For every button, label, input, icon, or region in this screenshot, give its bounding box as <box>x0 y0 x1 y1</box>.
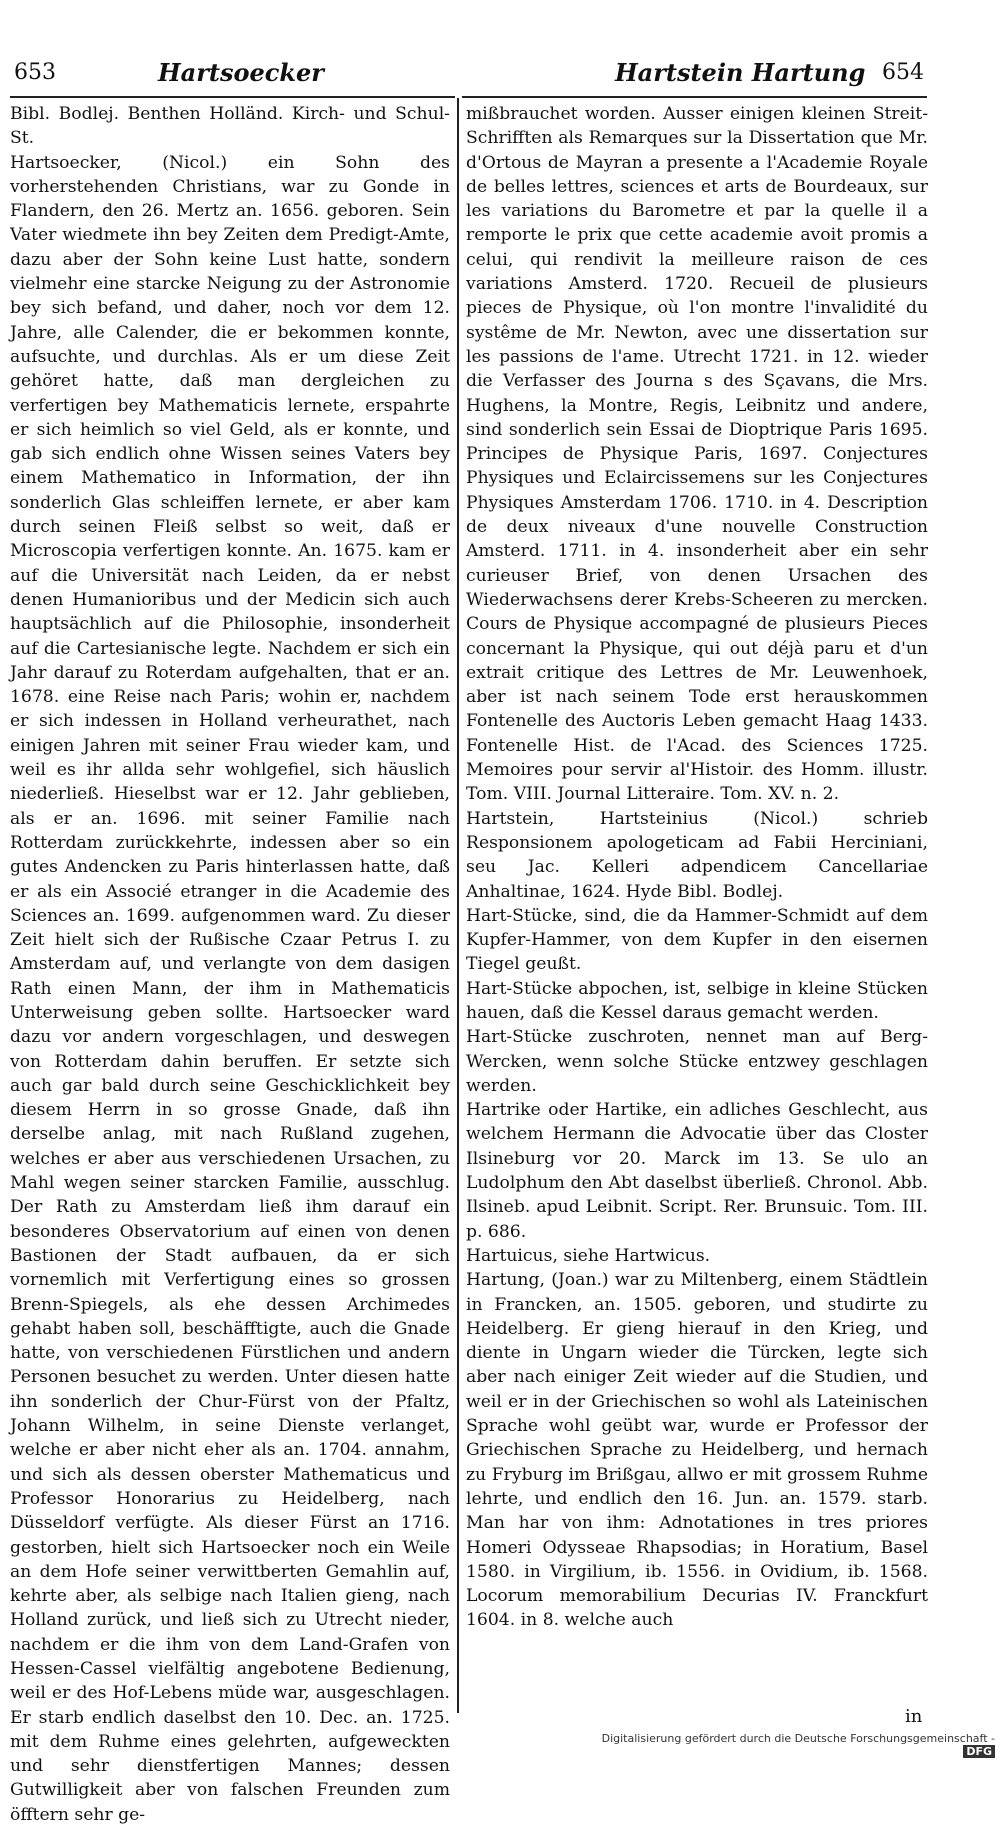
catchword: in <box>905 1706 923 1727</box>
entry-paragraph: Hartsoecker, (Nicol.) ein Sohn des vorherstehenden Christians, war zu Gonde in Flandern, den 26. Mertz an. 1656. geboren. Sein Vater wiedmete ihn bey Zeiten dem Predigt-Amte, dazu aber der Sohn keine Lust hatte, sondern vielmehr eine starcke Neigung zu der Astronomie bey sich befand, und daher, noch vor dem 12. Jahre, alle Calender, die er bekommen konnte, aufsuchte, und durchlas. Als er um diese Zeit gehöret hatte, daß man dergleichen zu verfertigen bey Mathematicis lernete, erspahrte er sich heimlich so viel Geld, als er konnte, und gab sich endlich ohne Wissen seines Vaters bey einem Mathematico in Information, der ihn sonderlich Glas schleiffen lernete, er aber kam durch seinen Fleiß selbst so weit, daß er Microscopia verfertigen konnte. An. 1675. kam er auf die Universität nach Leiden, da er nebst denen Humanioribus und der Medicin sich auch hauptsächlich auf die Philosophie, insonderheit auf die Cartesianische legte. Nachdem er sich ein Jahr darauf zu Roterdam aufgehalten, that er an. 1678. eine Reise nach Paris; wohin er, nachdem er sich indessen in Holland verheurathet, nach einigen Jahren mit seiner Frau wieder kam, und weil es ihr allda sehr wohlgefiel, sich häuslich niederließ. Hieselbst war er 12. Jahr geblieben, als er an. 1696. mit seiner Familie nach Rotterdam zurückkehrte, indessen aber so ein gutes Andencken zu Paris hinterlassen hatte, daß er als ein Associé etranger in die Academie des Sciences an. 1699. aufgenommen ward. Zu dieser Zeit hielt sich der Rußische Czaar Petrus I. zu Amsterdam auf, und verlangte von dem dasigen Rath einen Mann, der ihm in Mathematicis Unterweisung geben sollte. Hartsoecker ward dazu vor andern vorgeschlagen, und deswegen von Rotterdam dahin beruffen. Er setzte sich auch gar bald durch seine Geschicklichkeit bey diesem Herrn in so grosse Gnade, daß ihn derselbe anlag, mit nach Rußland zugehen, welches er aber aus verschiedenen Ursachen, zu Mahl wegen seiner starcken Familie, ausschlug. Der Rath zu Amsterdam ließ ihm darauf ein besonderes Observatorium auf einen von denen Bastionen der Stadt aufbauen, da er sich vornemlich mit Verfertigung eines so grossen Brenn-Spiegels, als ehe dessen Archimedes gehabt haben soll, beschäfftigte, auch die Gnade hatte, von verschiedenen Fürstlichen und andern Personen besuchet zu werden. Unter diesen hatte ihn sonderlich der Chur-Fürst von der Pfaltz, Johann Wilhelm, in seine Dienste verlanget, welche er aber nicht eher als an. 1704. annahm, und sich als dessen oberster Mathematicus und Professor Honorarius zu Heidelberg, nach Düsseldorf verfügte. Als dieser Fürst an 1716. gestorben, hielt sich Hartsoecker noch ein Weile an dem Hofe seiner verwittberten Gemahlin auf, kehrte aber, als selbige nach Italien gieng, nach Holland zurück, und ließ sich zu Utrecht nieder, nachdem er die ihm von dem Land-Grafen von Hessen-Cassel vielfältig angebotene Bedienung, weil er des Hof-Lebens müde war, ausgeschlagen. Er starb endlich daselbst den 10. Dec. an. 1725. mit dem Ruhme eines gelehrten, aufgeweckten und sehr dienstfertigen Mannes; dessen Gutwilligkeit aber von falschen Freunden zum öfftern sehr ge- <box>10 152 450 1825</box>
entry-paragraph: Hartrike oder Hartike, ein adliches Geschlecht, aus welchem Hermann die Advocatie über das Closter Ilsineburg vor 20. Marck im 13. Se ulo an Ludolphum den Abt daselbst überließ. Chronol. Abb. Ilsineb. apud Leibnit. Script. Rer. Brunsuic. Tom. III. p. 686. <box>466 1100 928 1242</box>
running-header <box>10 52 930 92</box>
right-page-number: 654 <box>882 60 924 85</box>
left-headword: Hartsoecker <box>158 58 324 87</box>
left-column <box>10 102 450 1827</box>
entry-paragraph: Bibl. Bodlej. Benthen Holländ. Kirch- und Schul-St. <box>10 104 450 149</box>
entry-paragraph: Hartung, (Joan.) war zu Miltenberg, einem Städtlein in Francken, an. 1505. geboren, und studirte zu Heidelberg. Er gieng hierauf in den Krieg, und diente in Ungarn wieder die Türcken, legte sich aber nach einiger Zeit wieder auf die Studien, und weil er in der Griechischen so wohl als Lateinischen Sprache wohl geübt war, wurde er Professor der Griechischen Sprache zu Heidelberg, und hernach zu Fryburg im Brißgau, allwo er mit grossem Ruhme lehrte, und endlich den 16. Jun. an. 1579. starb. Man har von ihm: Adnotationes in tres priores Homeri Odysseae Rhapsodias; in Horatium, Basel 1580. in Virgilium, ib. 1556. in Ovidium, ib. 1568. Locorum memorabilium Decurias IV. Franckfurt 1604. in 8. welche auch <box>466 1270 928 1631</box>
entry-paragraph: Hartstein, Hartsteinius (Nicol.) schrieb Responsionem apologeticam ad Fabii Herciniani, seu Jac. Kelleri adpendicem Cancellariae Anhaltinae, 1624. Hyde Bibl. Bodlej. <box>466 808 928 902</box>
entry-paragraph: mißbrauchet worden. Ausser einigen kleinen Streit-Schrifften als Remarques sur la Dissertation que Mr. d'Ortous de Mayran a presente a l'Academie Royale de belles lettres, sciences et arts de Bourdeaux, sur les variations du Barometre et par la quelle il a remporte le prix que cette academie avoit promis a celui, qui rendivit la meilleure raison de ces variations Amsterd. 1720. Recueil de plusieurs pieces de Physique, où l'on montre l'invalidité du systême de Mr. Newton, avec une dissertation sur les passions de l'ame. Utrecht 1721. in 12. wieder die Verfasser des Journa s des Sçavans, die Mrs. Hughens, la Montre, Regis, Leibnitz und andere, sind sonderlich sein Essai de Dioptrique Paris 1695. Principes de Physique Paris, 1697. Conjectures Physiques und Eclaircissemens sur les Conjectures Physiques Amsterdam 1706. 1710. in 4. Description de deux niveaux d'une nouvelle Construction Amsterd. 1711. in 4. insonderheit aber ein sehr curieuser Brief, von denen Ursachen des Wiederwachsens derer Krebs-Scheeren zu mercken. Cours de Physique accompagné de plusieurs Pieces concernant la Physique, qui out déjà paru et d'un extrait critique des Lettres de Mr. Leuwenhoek, aber ist nach seinem Tode erst herauskommen Fontenelle des Auctoris Leben gemacht Haag 1433. Fontenelle Hist. de l'Acad. des Sciences 1725. Memoires pour servir al'Histoir. des Homm. illustr. Tom. VIII. Journal Litteraire. Tom. XV. n. 2. <box>466 104 928 805</box>
digitization-footer <box>595 1732 995 1758</box>
header-rule-right <box>462 96 927 98</box>
entry-paragraph: Hart-Stücke, sind, die da Hammer-Schmidt auf dem Kupfer-Hammer, von dem Kupfer in den eisernen Tiegel geußt. <box>466 905 928 975</box>
column-divider <box>457 98 459 1713</box>
left-page-number: 653 <box>14 60 56 85</box>
entry-paragraph: Hartuicus, siehe Hartwicus. <box>466 1245 711 1266</box>
right-headword: Hartstein Hartung <box>615 58 866 87</box>
header-rule-left <box>10 96 455 98</box>
footer-text: Digitalisierung gefördert durch die Deutsche Forschungsgemeinschaft - <box>601 1732 995 1745</box>
right-column <box>466 102 928 1633</box>
dfg-logo: DFG <box>963 1745 995 1758</box>
entry-paragraph: Hart-Stücke zuschroten, nennet man auf Berg-Wercken, wenn solche Stücke entzwey geschlagen werden. <box>466 1027 928 1096</box>
entry-paragraph: Hart-Stücke abpochen, ist, selbige in kleine Stücken hauen, daß die Kessel daraus gemacht werden. <box>466 978 928 1023</box>
